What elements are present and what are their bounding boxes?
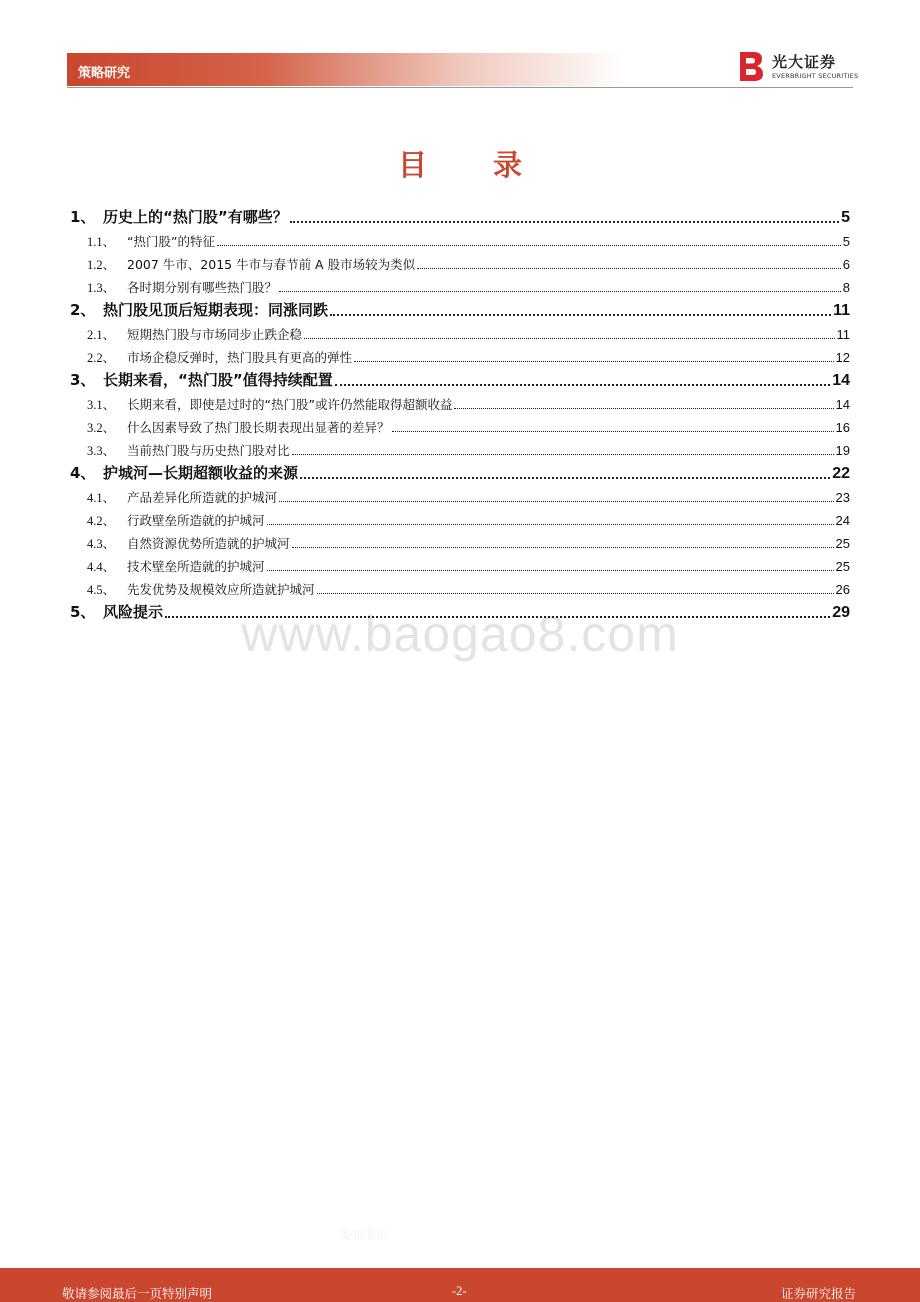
toc-entry-page: 29 [832, 604, 850, 621]
toc-leader [354, 361, 834, 362]
toc-entry-page: 25 [835, 559, 850, 574]
toc-entry-title: 风险提示 [103, 603, 164, 621]
toc-entry-title: 市场企稳反弹时，热门股具有更高的弹性 [127, 350, 353, 365]
toc-entry-4-3[interactable] [87, 534, 850, 552]
toc-leader [267, 570, 834, 571]
toc-leader [454, 408, 833, 409]
toc-entry-1-2[interactable] [87, 255, 850, 273]
toc-entry-title: 什么因素导致了热门股长期表现出显著的差异？ [127, 420, 390, 435]
toc-entry-title: 长期来看，即使是过时的“热门股”或许仍然能取得超额收益 [127, 397, 453, 412]
toc-entry-number: 3.1、 [87, 398, 116, 412]
footer-disclaimer: 敬请参阅最后一页特别声明 [62, 1286, 213, 1301]
toc-entry-title: 行政壁垒所造就的护城河 [127, 513, 265, 528]
toc-entry-1-1[interactable] [87, 232, 850, 250]
toc-leader [392, 431, 834, 432]
toc-entry-page: 5 [842, 234, 850, 249]
toc-entry-title: 历史上的“热门股”有哪些？ [103, 208, 288, 226]
toc-leader [292, 454, 834, 455]
toc-entry-2[interactable] [70, 299, 850, 320]
toc-entry-3-3[interactable] [87, 441, 850, 459]
toc-entry-3-2[interactable] [87, 418, 850, 436]
toc-entry-title: 2007 牛市、2015 牛市与春节前 A 股市场较为类似 [127, 257, 416, 272]
toc-entry-2-2[interactable] [87, 348, 850, 366]
page-number: -2- [452, 1284, 467, 1298]
toc-entry-title: “热门股”的特征 [127, 234, 215, 249]
toc-entry-number: 4、 [70, 464, 96, 482]
toc-entry-page: 25 [835, 536, 850, 551]
toc-entry-number: 1、 [70, 208, 96, 226]
toc-entry-number: 5、 [70, 603, 96, 621]
toc-entry-title: 热门股见顶后短期表现：同涨同跌 [103, 301, 329, 319]
toc-entry-title: 当前热门股与历史热门股对比 [127, 443, 290, 458]
toc-leader [292, 547, 834, 548]
toc-entry-page: 19 [835, 443, 850, 458]
toc-leader [300, 477, 830, 479]
toc-leader [279, 291, 841, 292]
toc-entry-title: 长期来看，“热门股”值得持续配置 [103, 371, 333, 389]
toc-entry-page: 11 [833, 302, 850, 319]
toc-leader [290, 221, 839, 223]
faint-mark: 发布书市 [340, 1228, 389, 1242]
toc-entry-page: 23 [835, 490, 850, 505]
toc-leader [165, 616, 830, 618]
toc-entry-1-3[interactable] [87, 278, 850, 296]
toc-entry-number: 3.2、 [87, 421, 116, 435]
toc-entry-number: 4.3、 [87, 537, 116, 551]
toc-entry-page: 24 [835, 513, 850, 528]
toc-entry-number: 1.1、 [87, 235, 116, 249]
toc-entry-title: 护城河—长期超额收益的来源 [103, 464, 299, 482]
toc-entry-3[interactable] [70, 369, 850, 390]
toc-leader [335, 384, 830, 386]
toc-entry-number: 2.2、 [87, 351, 116, 365]
toc-entry-page: 6 [842, 257, 850, 272]
toc-entry-page: 16 [835, 420, 850, 435]
toc-entry-page: 8 [842, 280, 850, 295]
toc-entry-4-4[interactable] [87, 557, 850, 575]
toc-entry-page: 14 [832, 372, 850, 389]
toc-entry-1[interactable] [70, 206, 850, 227]
logo-chinese-name: 光大证券 [772, 53, 837, 71]
toc-leader [304, 338, 834, 339]
logo-english-name: EVERBRIGHT SECURITIES [772, 72, 859, 80]
toc-entry-2-1[interactable] [87, 325, 850, 343]
toc-entry-title: 产品差异化所造就的护城河 [127, 490, 278, 505]
toc-entry-number: 2.1、 [87, 328, 116, 342]
footer-report-type: 证券研究报告 [780, 1286, 856, 1301]
toc-entry-number: 4.2、 [87, 514, 116, 528]
toc-entry-number: 2、 [70, 301, 96, 319]
toc-entry-4-5[interactable] [87, 580, 850, 598]
toc-entry-page: 5 [841, 209, 850, 226]
toc-entry-4-2[interactable] [87, 511, 850, 529]
toc-entry-4-1[interactable] [87, 488, 850, 506]
toc-entry-title: 先发优势及规模效应所造就护城河 [127, 582, 315, 597]
toc-leader [417, 268, 841, 269]
toc-entry-number: 3.3、 [87, 444, 116, 458]
watermark: www.baogao8.com [241, 606, 679, 662]
toc-entry-page: 11 [836, 327, 850, 342]
toc-entry-number: 1.3、 [87, 281, 116, 295]
toc-entry-number: 1.2、 [87, 258, 116, 272]
toc-entry-5[interactable] [70, 601, 850, 622]
toc-entry-title: 技术壁垒所造就的护城河 [127, 559, 265, 574]
toc-entry-3-1[interactable] [87, 395, 850, 413]
toc-title: 目 录 [397, 148, 551, 182]
section-label: 策略研究 [78, 66, 131, 81]
toc-leader [317, 593, 834, 594]
toc-entry-title: 短期热门股与市场同步止跌企稳 [127, 327, 303, 342]
toc-entry-page: 12 [835, 350, 850, 365]
toc-entry-title: 自然资源优势所造就的护城河 [127, 536, 290, 551]
toc-leader [217, 245, 841, 246]
toc-leader [279, 501, 834, 502]
toc-leader [330, 314, 831, 316]
toc-entry-page: 14 [835, 397, 850, 412]
toc-entry-number: 4.1、 [87, 491, 116, 505]
toc-entry-number: 4.4、 [87, 560, 116, 574]
toc-entry-4[interactable] [70, 462, 850, 483]
toc-entry-page: 26 [835, 582, 850, 597]
toc-entry-title: 各时期分别有哪些热门股？ [127, 280, 278, 295]
toc-entry-page: 22 [832, 465, 850, 482]
toc-entry-number: 4.5、 [87, 583, 116, 597]
toc-entry-number: 3、 [70, 371, 96, 389]
toc-leader [267, 524, 834, 525]
